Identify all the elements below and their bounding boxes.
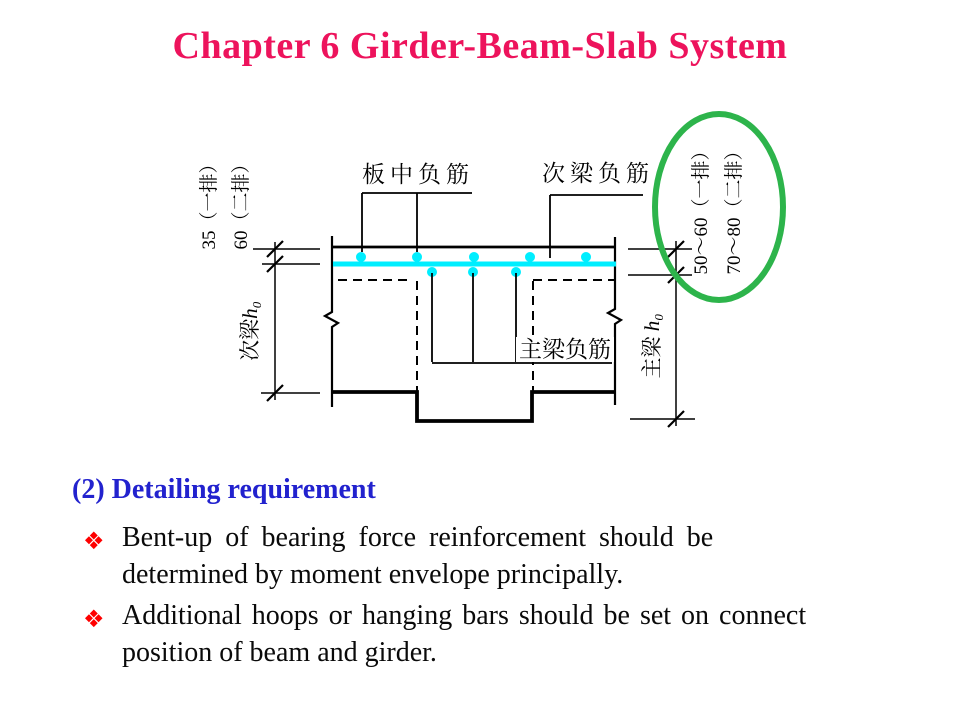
h0-symbol: h₀: [238, 301, 262, 319]
dim-label-50-60-first-row: 50～60（一排）: [691, 141, 712, 275]
h0-symbol: h₀: [640, 313, 664, 332]
highlight-ellipse: [655, 114, 783, 300]
section-heading: (2) Detailing requirement: [72, 474, 376, 505]
slab-bottom-hidden-lines: [338, 280, 616, 391]
bullet-1-line-2: determined by moment envelope principally.: [122, 559, 624, 590]
dim-label-70-80-second-row: 70～80（二排）: [724, 141, 745, 275]
girder-bottom-outline: [332, 392, 615, 421]
label-slab-negative-rebar: 板中负筋: [362, 162, 474, 187]
label-girder-negative-rebar: 主梁负筋: [516, 337, 614, 362]
page-title: Chapter 6 Girder-Beam-Slab System: [172, 25, 788, 67]
bullet-1-line-1: Bent-up of bearing force reinforcement should be: [122, 522, 714, 553]
label-secondary-beam-h0: 次梁h₀: [238, 301, 262, 361]
bullet-diamond-icon: ❖: [83, 527, 105, 555]
dim-label-60-second-row: 60（二排）: [231, 154, 252, 250]
bullet-diamond-icon: ❖: [83, 605, 105, 633]
slab-negative-leader-line: [362, 193, 472, 252]
label-secondary-beam-negative-rebar: 次梁负筋: [542, 161, 654, 186]
dim-label-35-first-row: 35（一排）: [199, 154, 220, 250]
left-dimension-lines: [253, 242, 320, 400]
rebar-dots-top-row: [356, 252, 591, 262]
bullet-2-line-2: position of beam and girder.: [122, 637, 437, 668]
bullet-2-line-1: Additional hoops or hanging bars should be set on connect: [122, 600, 807, 631]
label-girder-h0: 主梁 h₀: [640, 313, 664, 379]
rebar-dots-second-row: [427, 267, 521, 277]
